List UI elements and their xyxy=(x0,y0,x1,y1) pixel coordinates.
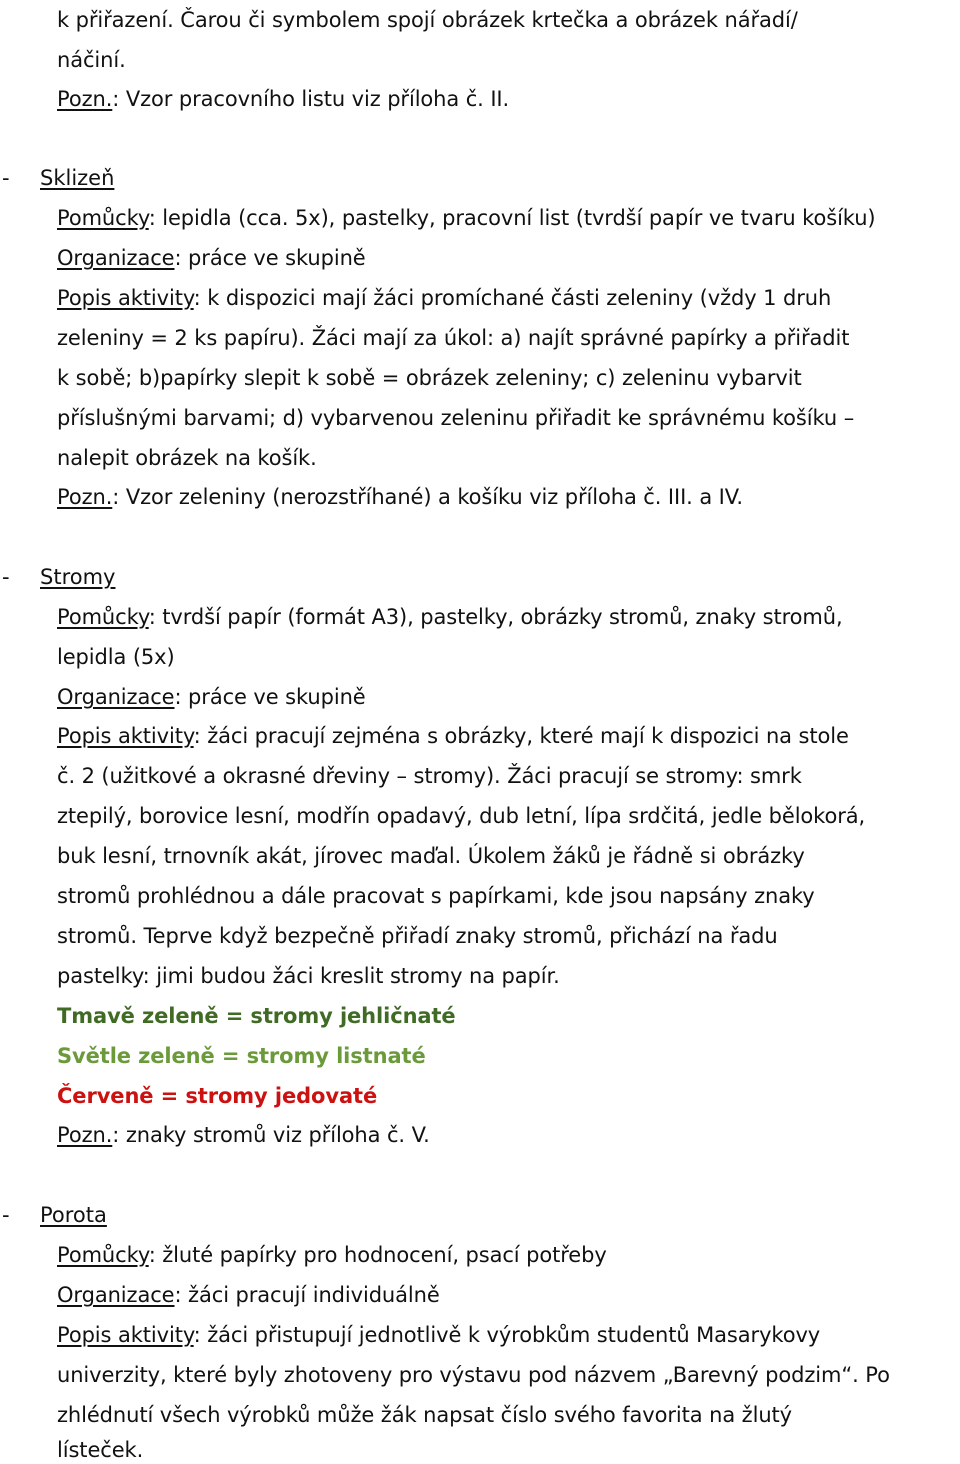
porota-bullet: - xyxy=(2,1203,10,1227)
note-text: : znaky stromů viz příloha č. V. xyxy=(112,1123,430,1147)
stromy-text-line: č. 2 (užitkové a okrasné dřeviny – stromy). Žáci pracují se stromy: smrk xyxy=(57,764,802,788)
pomucky-label: Pomůcky xyxy=(57,206,149,230)
popis-label: Popis aktivity xyxy=(57,724,194,748)
sklizen-note xyxy=(57,483,743,511)
sklizen-heading: Sklizeň xyxy=(40,166,115,190)
stromy-text-line: stromů prohlédnou a dále pracovat s papírkami, kde jsou napsány znaky xyxy=(57,884,815,908)
organizace-label: Organizace xyxy=(57,246,175,270)
stromy-heading: Stromy xyxy=(40,565,116,589)
popis-text: : k dispozici mají žáci promíchané části zeleniny (vždy 1 druh xyxy=(193,286,832,310)
legend-red: Červeně = stromy jedovaté xyxy=(57,1084,378,1108)
stromy-pomucky-line2: lepidla (5x) xyxy=(57,645,175,669)
intro-line-2: náčiní. xyxy=(57,48,126,72)
stromy-bullet: - xyxy=(2,565,10,589)
sklizen-popis xyxy=(57,284,831,312)
sklizen-text-line: nalepit obrázek na košík. xyxy=(57,446,317,470)
organizace-label: Organizace xyxy=(57,685,175,709)
intro-note xyxy=(57,85,509,113)
pomucky-text: : žluté papírky pro hodnocení, psací potřeby xyxy=(148,1243,607,1267)
stromy-organizace xyxy=(57,683,366,711)
pomucky-text: : tvrdší papír (formát A3), pastelky, obrázky stromů, znaky stromů, xyxy=(148,605,843,629)
sklizen-pomucky xyxy=(57,204,876,232)
legend-light-green: Světle zeleně = stromy listnaté xyxy=(57,1044,426,1068)
stromy-note xyxy=(57,1121,430,1149)
intro-line-1: k přiřazení. Čarou či symbolem spojí obrázek krtečka a obrázek nářadí/ xyxy=(57,8,798,32)
note-text: : Vzor pracovního listu viz příloha č. II. xyxy=(112,87,510,111)
note-label: Pozn. xyxy=(57,87,113,111)
organizace-text: : práce ve skupině xyxy=(174,685,366,709)
popis-text: : žáci pracují zejména s obrázky, které mají k dispozici na stole xyxy=(193,724,849,748)
legend-dark-green: Tmavě zeleně = stromy jehličnaté xyxy=(57,1004,456,1028)
sklizen-organizace xyxy=(57,244,366,272)
pomucky-label: Pomůcky xyxy=(57,605,149,629)
porota-organizace xyxy=(57,1281,440,1309)
stromy-text-line: stromů. Teprve když bezpečně přiřadí znaky stromů, přichází na řadu xyxy=(57,924,778,948)
porota-text-line: zhlédnutí všech výrobků může žák napsat číslo svého favorita na žlutý xyxy=(57,1403,793,1427)
organizace-text: : žáci pracují individuálně xyxy=(174,1283,440,1307)
organizace-text: : práce ve skupině xyxy=(174,246,366,270)
sklizen-text-line: zeleniny = 2 ks papíru). Žáci mají za úkol: a) najít správné papírky a přiřadit xyxy=(57,326,850,350)
stromy-text-line: buk lesní, trnovník akát, jírovec maďal. Úkolem žáků je řádně si obrázky xyxy=(57,844,805,868)
stromy-popis xyxy=(57,722,849,750)
note-label: Pozn. xyxy=(57,485,113,509)
sklizen-text-line: k sobě; b)papírky slepit k sobě = obrázek zeleniny; c) zeleninu vybarvit xyxy=(57,366,802,390)
porota-heading: Porota xyxy=(40,1203,107,1227)
porota-pomucky xyxy=(57,1241,607,1269)
popis-label: Popis aktivity xyxy=(57,1323,194,1347)
porota-text-line: lísteček. xyxy=(57,1438,144,1462)
pomucky-label: Pomůcky xyxy=(57,1243,149,1267)
note-text: : Vzor zeleniny (nerozstříhané) a košíku viz příloha č. III. a IV. xyxy=(112,485,743,509)
pomucky-text: : lepidla (cca. 5x), pastelky, pracovní list (tvrdší papír ve tvaru košíku) xyxy=(148,206,876,230)
stromy-text-line: pastelky: jimi budou žáci kreslit stromy na papír. xyxy=(57,964,560,988)
stromy-text-line: ztepilý, borovice lesní, modřín opadavý, dub letní, lípa srdčitá, jedle bělokorá, xyxy=(57,804,866,828)
popis-text: : žáci přistupují jednotlivě k výrobkům studentů Masarykovy xyxy=(193,1323,821,1347)
note-label: Pozn. xyxy=(57,1123,113,1147)
sklizen-text-line: příslušnými barvami; d) vybarvenou zeleninu přiřadit ke správnému košíku – xyxy=(57,406,855,430)
porota-text-line: univerzity, které byly zhotoveny pro výstavu pod názvem „Barevný podzim“. Po xyxy=(57,1363,890,1387)
sklizen-bullet: - xyxy=(2,166,10,190)
popis-label: Popis aktivity xyxy=(57,286,194,310)
porota-popis xyxy=(57,1321,820,1349)
stromy-pomucky xyxy=(57,603,843,631)
organizace-label: Organizace xyxy=(57,1283,175,1307)
